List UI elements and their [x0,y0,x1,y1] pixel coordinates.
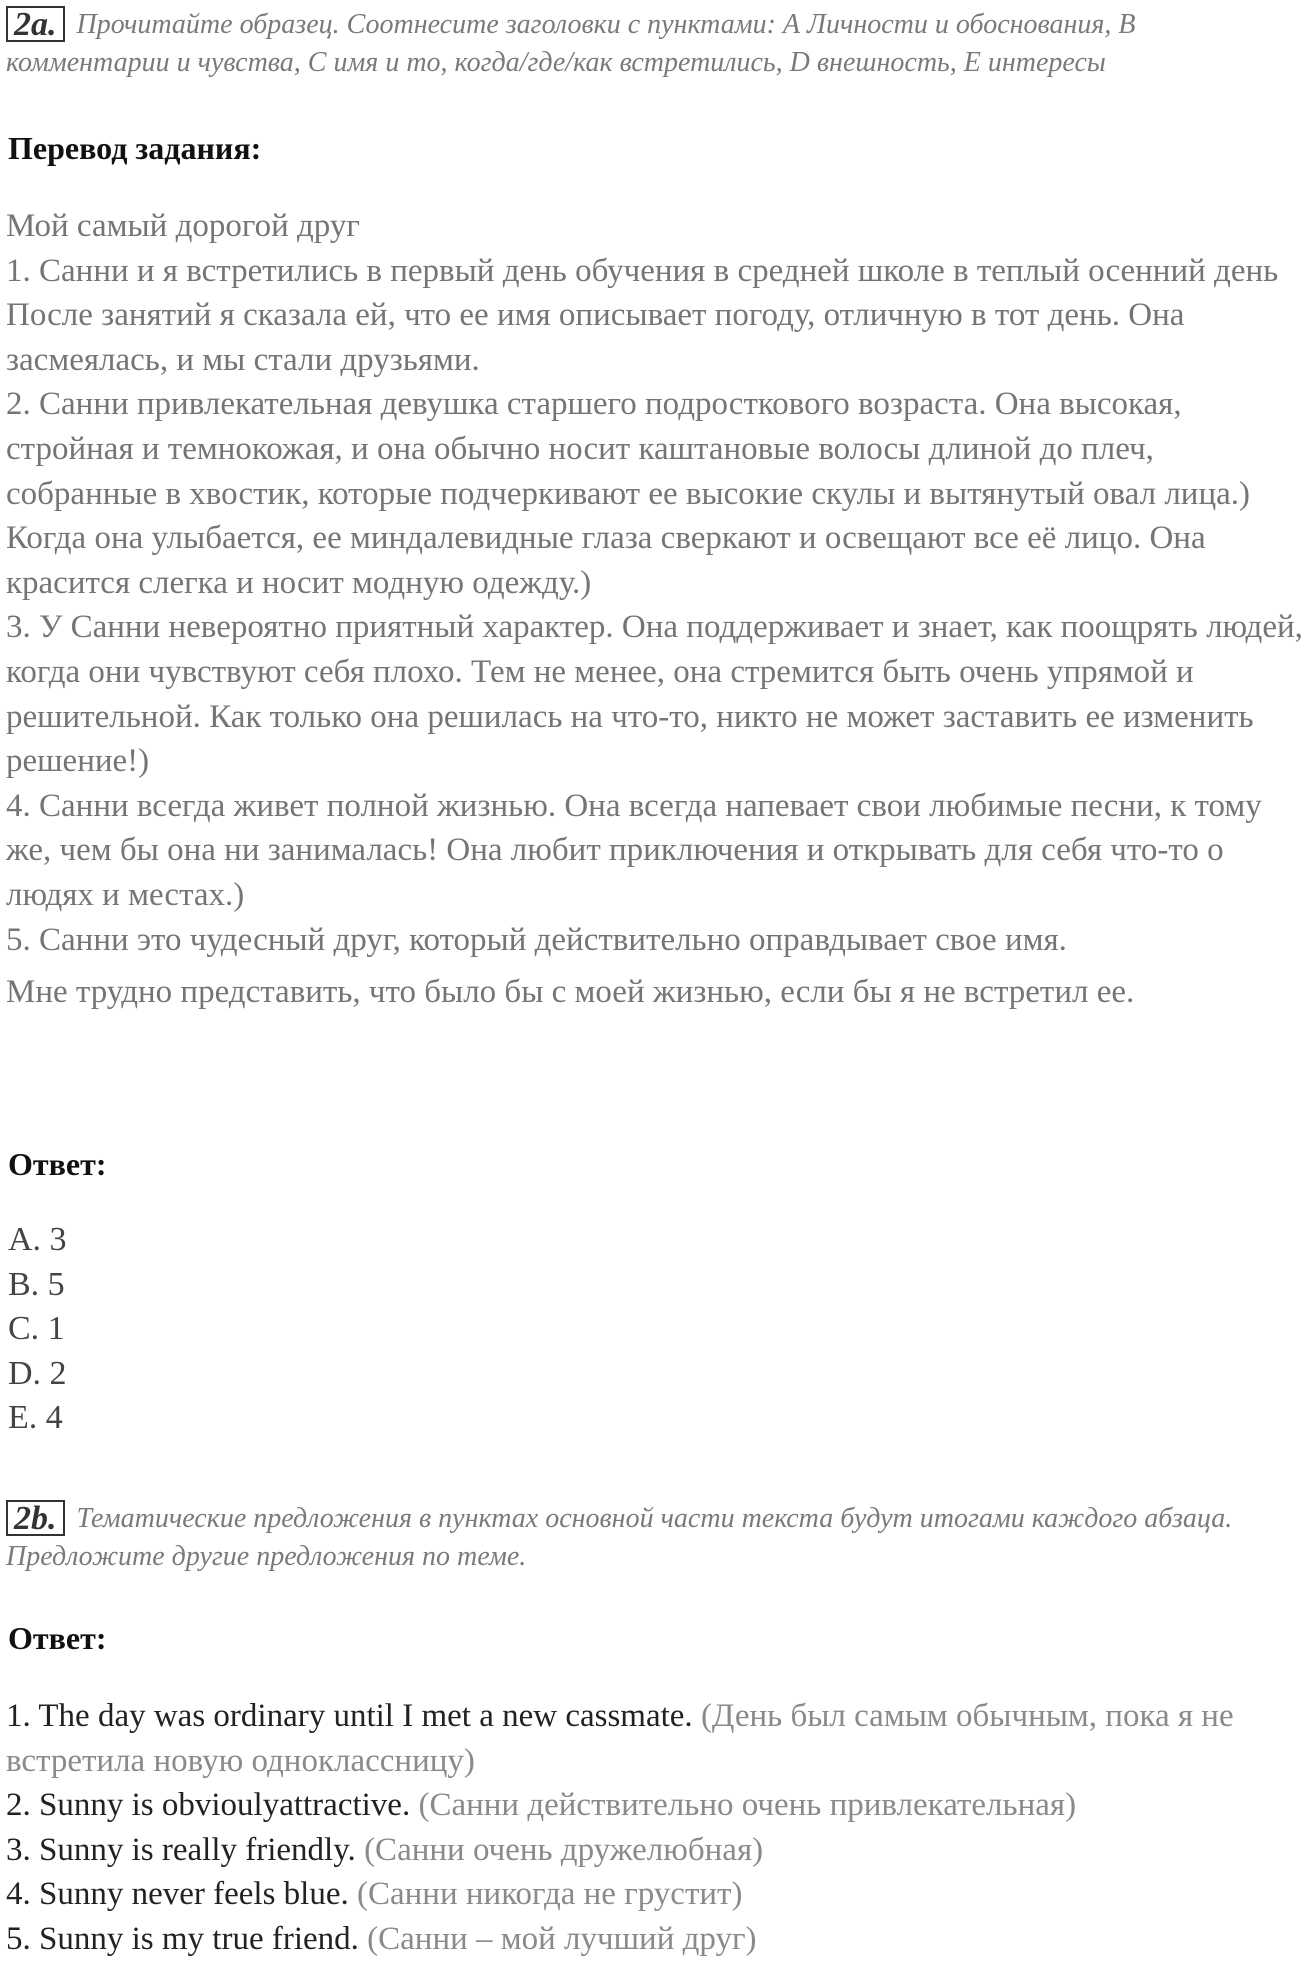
task-2b-badge: 2b. [6,1500,65,1536]
answer-1-item: B. 5 [8,1265,65,1303]
answer-1-item: A. 3 [8,1221,67,1258]
task-2a-badge: 2a. [6,6,65,42]
task-2a-header [6,6,1296,82]
answer-2-item [6,1828,1304,1873]
answer-2-english: 4. Sunny never feels blue. [6,1876,349,1913]
translation-paragraph-1: 1. Санни и я встретились в первый день обучения в средней школе в теплый осенний день После занятий я сказала ей, что ее имя описывает погоду, отличную в тот день. Она засмеялась, и мы стали друзьями. [6,252,1279,378]
translation-title: Мой самый дорогой друг [6,208,360,244]
answer-2-translation: (Санни очень дружелюбная) [364,1831,764,1868]
task-2b-instruction: Тематические предложения в пунктах основной части текста будут итогами каждого абзаца. Предложите другие предложения по теме. [6,1503,1233,1572]
answer-2-item [6,1783,1304,1828]
answer-1-item: E. 4 [8,1399,63,1437]
translation-paragraph-4: 4. Санни всегда живет полной жизнью. Она всегда напевает свои любимые песни, к тому же, чем бы она ни занималась! Она любит приключения и открывать для себя что-то о людях и местах.) [6,787,1262,913]
translation-paragraph-6: Мне трудно представить, что было бы с моей жизнью, если бы я не встретил ее. [6,974,1135,1011]
answer-2-list [6,1694,1304,1962]
answer-1-item: C. 1 [8,1310,65,1348]
translation-heading: Перевод задания: [8,130,262,166]
answer-2-translation: (День был самым обычным, пока я не встретила новую одноклассницу) [6,1698,1234,1779]
answer-2-heading: Ответ: [8,1620,107,1656]
answer-2-item [6,1694,1304,1783]
answer-2-translation: (Санни – мой лучший друг) [367,1920,757,1957]
answer-2-translation: (Санни никогда не грустит) [357,1876,743,1913]
answer-2-english: 5. Sunny is my true friend. [6,1920,359,1957]
answer-2-item [6,1872,1304,1917]
translation-text [6,204,1304,1015]
task-2a-instruction: Прочитайте образец. Соотнесите заголовки с пунктами: А Личности и обоснования, В комментарии и чувства, С имя и то, когда/где/как встретились, D внешность, E интересы [6,9,1136,78]
answer-2-item [6,1917,1304,1962]
answer-1-heading: Ответ: [8,1146,107,1182]
translation-paragraph-3: 3. У Санни невероятно приятный характер. Она поддерживает и знает, как поощрять людей, когда они чувствуют себя плохо. Тем не менее, она стремится быть очень упрямой и решительной. Как только она решилась на что-то, никто не может заставить ее изменить решение!) [6,609,1303,780]
answer-2-english: 1. The day was ordinary until I met a new cassmate. [6,1698,693,1734]
answer-1-list [8,1218,508,1441]
answer-2-english: 2. Sunny is obvioulyattractive. [6,1787,411,1824]
translation-paragraph-5: 5. Санни это чудесный друг, который действительно оправдывает свое имя. [6,921,1067,958]
task-2b-header [6,1500,1296,1576]
answer-2-translation: (Санни действительно очень привлекательная) [418,1787,1077,1824]
answer-1-item: D. 2 [8,1354,67,1392]
answer-2-english: 3. Sunny is really friendly. [6,1831,356,1868]
translation-paragraph-2: 2. Санни привлекательная девушка старшего подросткового возраста. Она высокая, стройная и темнокожая, и она обычно носит каштановые волосы длиной до плеч, собранные в хвостик, которые подчеркивают ее высокие скулы и вытянутый овал лица.) Когда она улыбается, ее миндалевидные глаза сверкают и освещают все её лицо. Она красится слегка и носит модную одежду.) [6,386,1250,601]
